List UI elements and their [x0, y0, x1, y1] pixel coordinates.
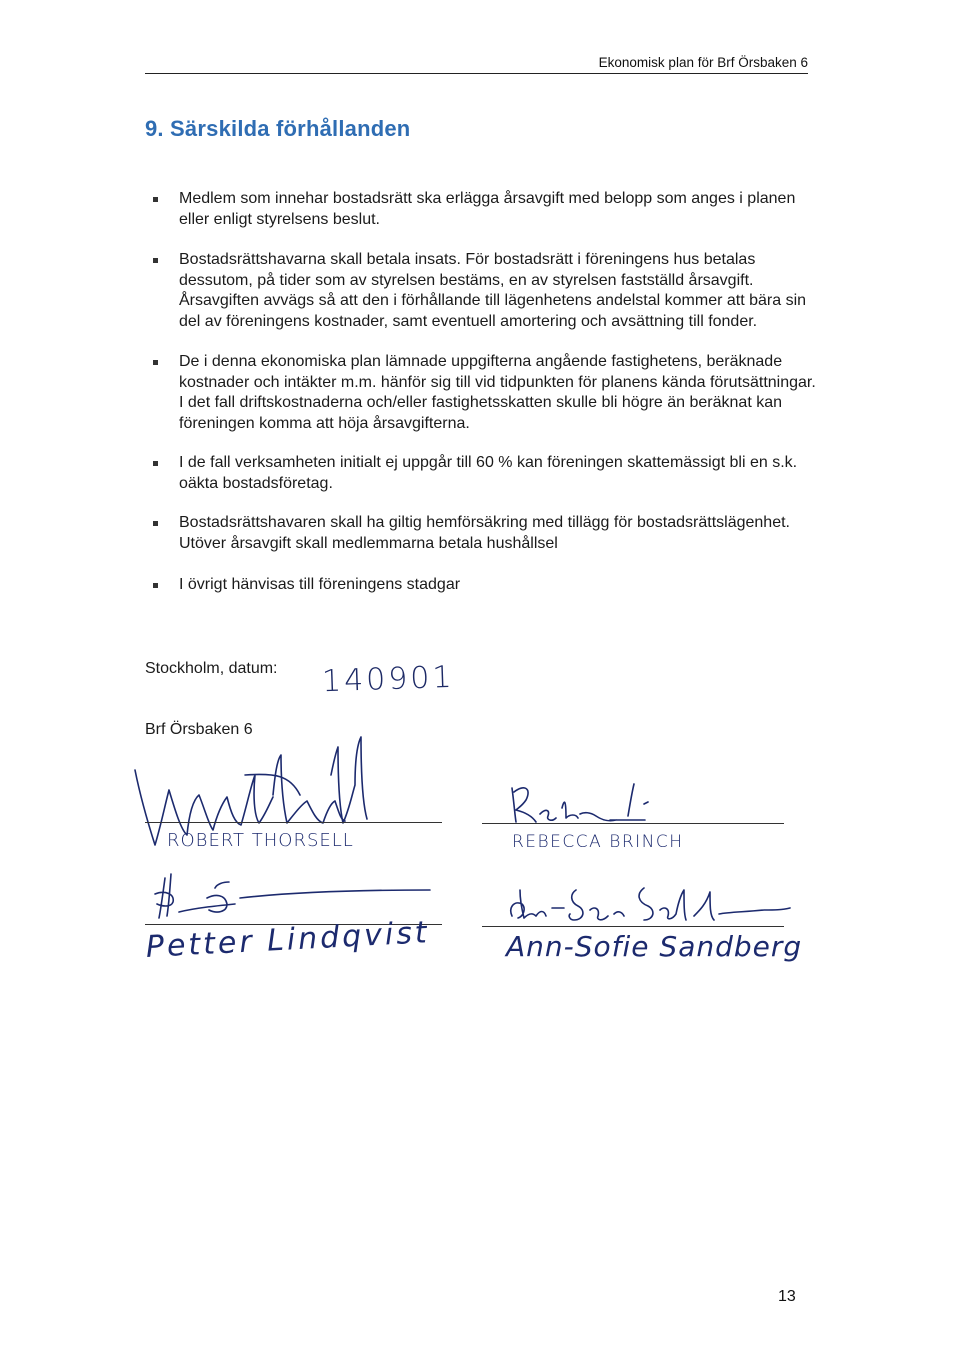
clause-item — [146, 513, 816, 554]
square-bullet-icon — [153, 258, 158, 263]
header-rule — [145, 73, 808, 74]
clause-text: I övrigt hänvisas till föreningens stadgar — [179, 576, 461, 593]
clause-list — [146, 189, 816, 596]
square-bullet-icon — [153, 583, 158, 588]
signature-block-3 — [145, 868, 445, 1003]
printed-name: Petter Lindqvist — [145, 915, 431, 965]
clause-text: Bostadsrättshavarna skall betala insats. För bostadsrätt i föreningens hus betalas dessutom, på tider som av styrelsen bestäms, en av styrelsen fastställd årsavgift. Årsavgiften avvägs så att den i förhållande till lägenhetens andelstal kommer att bära sin del av föreningens kostnader, samt eventuell amortering och avsättning till fonder. — [179, 251, 807, 330]
clause-text: Medlem som innehar bostadsrätt ska erlägga årsavgift med belopp som anges i planen eller enligt styrelsens beslut. — [179, 190, 796, 228]
signature-rebecca-brinch — [510, 778, 660, 828]
square-bullet-icon — [153, 461, 158, 466]
clause-text: Bostadsrättshavaren skall ha giltig hemförsäkring med tillägg för bostadsrättslägenhet. Utöver årsavgift skall medlemmarna betala hushållsel — [179, 514, 790, 552]
square-bullet-icon — [153, 197, 158, 202]
association-name: Brf Örsbaken 6 — [145, 721, 253, 738]
signature-line — [482, 926, 784, 927]
printed-name: REBECCA BRINCH — [512, 832, 684, 852]
clause-text: De i denna ekonomiska plan lämnade uppgifterna angående fastighetens, beräknade kostnader och intäkter m.m. hänför sig till vid tidpunkten för planens kända förutsättningar. I det fall driftskostnaderna och/eller fastighetsskatten skulle bli högre än beräknat kan föreningen komma att höja årsavgifterna. — [179, 353, 816, 432]
running-header: Ekonomisk plan för Brf Örsbaken 6 — [598, 55, 808, 70]
place-date-label: Stockholm, datum: — [145, 660, 278, 677]
signature-block-4 — [482, 880, 803, 1000]
signature-line — [482, 823, 784, 824]
clause-text: I de fall verksamheten initialt ej uppgår till 60 % kan föreningen skattemässigt bli en s.k. oäkta bostadsföretag. — [179, 454, 798, 492]
clause-item — [146, 352, 816, 434]
printed-name: Ann-Sofie Sandberg — [506, 930, 803, 963]
page-number: 13 — [778, 1288, 796, 1305]
clause-item — [146, 575, 816, 596]
section-heading: 9. Särskilda förhållanden — [145, 116, 411, 141]
clause-item — [146, 250, 816, 332]
printed-name: ROBERT THORSELL — [167, 830, 354, 851]
signature-block-2 — [482, 770, 787, 880]
signature-ann-sofie-sandberg — [504, 880, 794, 930]
square-bullet-icon — [153, 521, 158, 526]
clause-item — [146, 453, 816, 494]
clause-item — [146, 189, 816, 230]
signature-block-1 — [145, 735, 445, 885]
signature-line — [145, 822, 442, 823]
square-bullet-icon — [153, 360, 158, 365]
handwritten-date: 140901 — [321, 659, 456, 700]
